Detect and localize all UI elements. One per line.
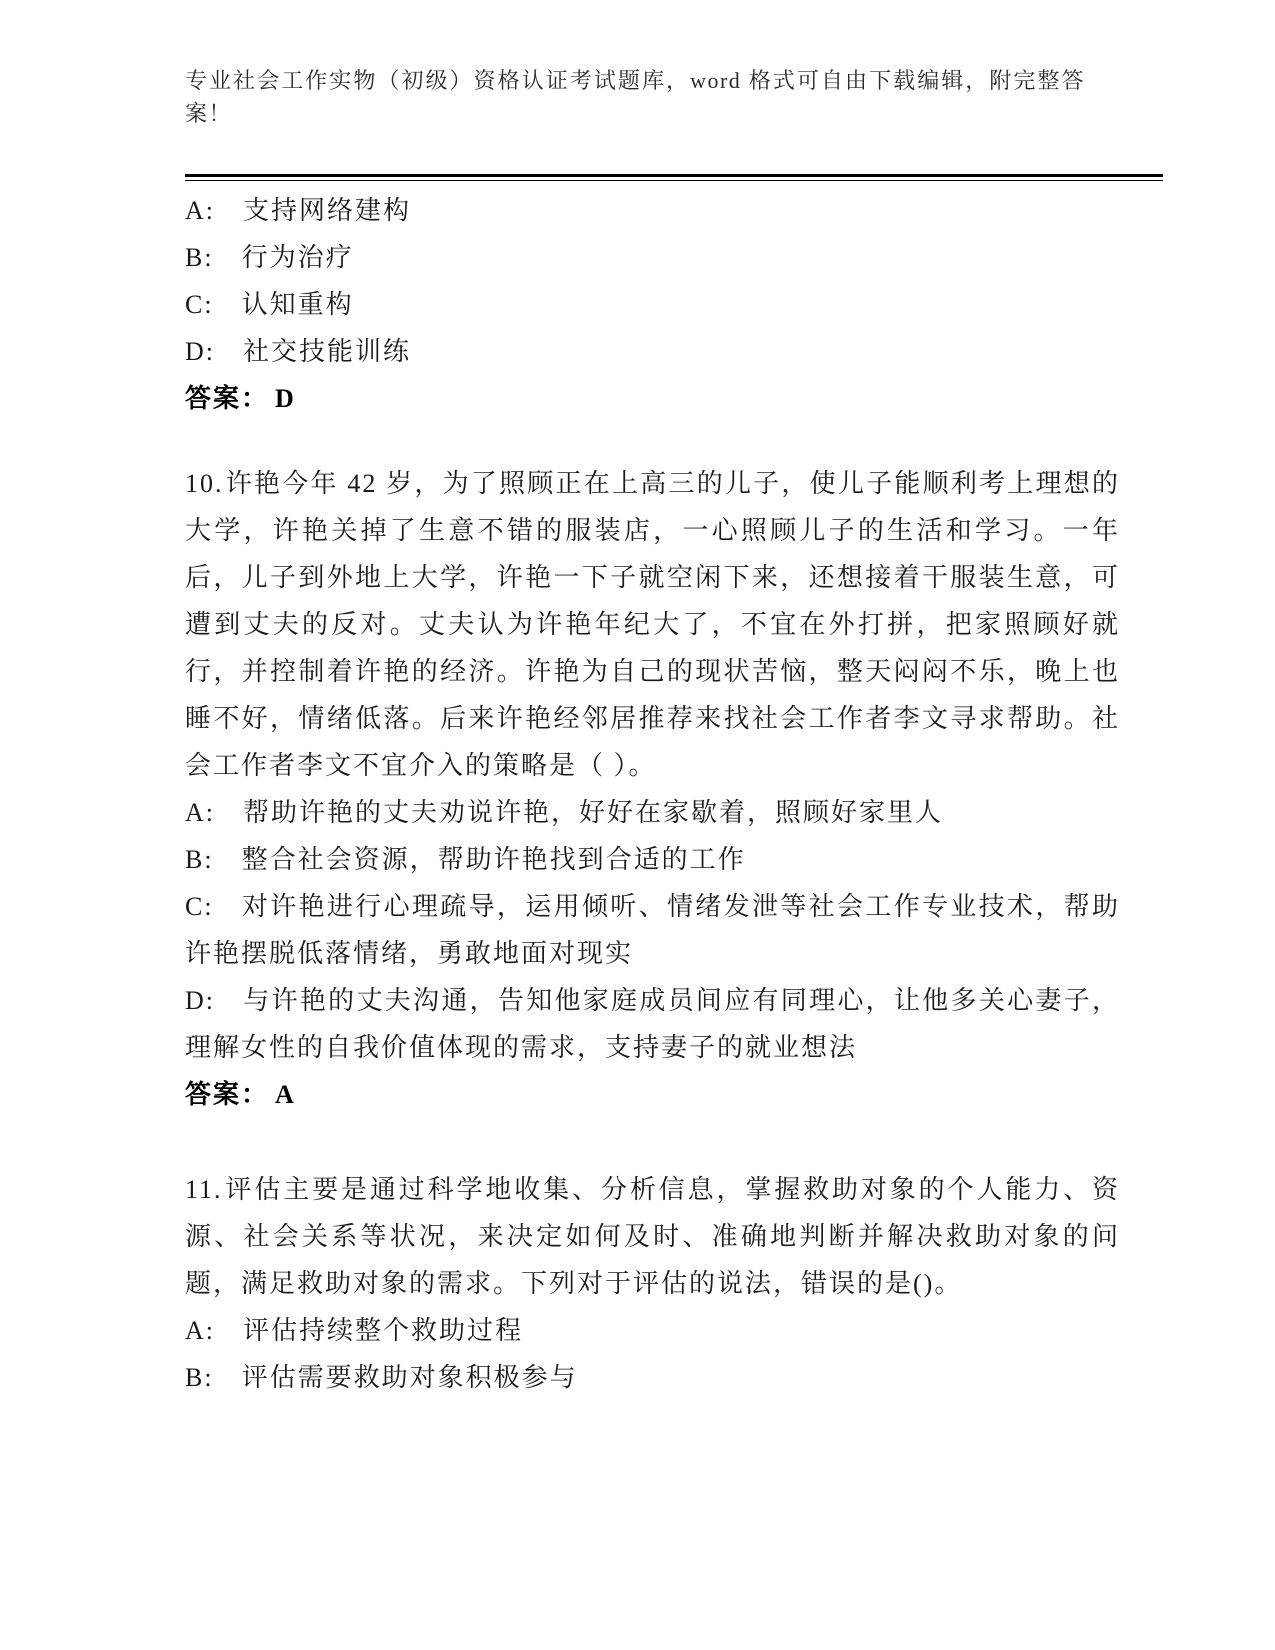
question-body: 评估主要是通过科学地收集、分析信息，掌握救助对象的个人能力、资源、社会关系等状况，来决定如何及时、准确地判断并解决救助对象的问题，满足救助对象的需求。下列对于评估的说法，错误的是()。	[185, 1175, 1120, 1298]
option-text: 认知重构	[241, 290, 354, 319]
question10-text	[185, 460, 1120, 789]
answer-label: 答案：	[185, 1080, 270, 1109]
question-body: 许艳今年 42 岁，为了照顾正在上高三的儿子，使儿子能顺利考上理想的大学，许艳关掉了生意不错的服装店，一心照顾儿子的生活和学习。一年后，儿子到外地上大学，许艳一下子就空闲下来，还想接着干服装生意，可遭到丈夫的反对。丈夫认为许艳年纪大了，不宜在外打拼，把家照顾好就行，并控制着许艳的经济。许艳为自己的现状苦恼，整天闷闷不乐，晚上也睡不好，情绪低落。后来许艳经邻居推荐来找社会工作者李文寻求帮助。社会工作者李文不宜介入的策略是（ ）。	[185, 469, 1120, 780]
option-text: 帮助许艳的丈夫劝说许艳，好好在家歇着，照顾好家里人	[243, 798, 944, 827]
question11-text	[185, 1166, 1120, 1307]
page-header-text: 专业社会工作实物（初级）资格认证考试题库，word 格式可自由下载编辑，附完整答案！	[185, 68, 1085, 126]
option-label: C:	[185, 290, 214, 319]
question11-options	[185, 1307, 1120, 1401]
option-row	[185, 328, 1120, 375]
option-row	[185, 789, 1120, 836]
option-text: 行为治疗	[241, 243, 354, 272]
document-body	[185, 187, 1120, 1401]
option-row	[185, 187, 1120, 234]
option-label: B:	[185, 243, 214, 272]
option-text: 评估需要救助对象积极参与	[241, 1363, 578, 1392]
option-row	[185, 234, 1120, 281]
option-row	[185, 977, 1120, 1071]
option-label: B:	[185, 1363, 214, 1392]
question-number: 10.	[185, 469, 224, 498]
answer-value: A	[275, 1080, 296, 1109]
option-row	[185, 281, 1120, 328]
option-label: A:	[185, 1316, 215, 1345]
option-text: 支持网络建构	[243, 196, 412, 225]
option-label: B:	[185, 845, 214, 874]
option-row	[185, 883, 1120, 977]
option-row	[185, 1307, 1120, 1354]
question9-answer	[185, 375, 1120, 422]
option-text: 评估持续整个救助过程	[243, 1316, 524, 1345]
option-text: 与许艳的丈夫沟通，告知他家庭成员间应有同理心，让他多关心妻子，理解女性的自我价值体现的需求，支持妻子的就业想法	[185, 986, 1120, 1062]
option-row	[185, 836, 1120, 883]
header-rule	[185, 174, 1163, 181]
option-text: 社交技能训练	[243, 337, 412, 366]
question9-options	[185, 187, 1120, 375]
option-label: C:	[185, 892, 214, 921]
answer-label: 答案：	[185, 384, 270, 413]
option-label: A:	[185, 196, 215, 225]
question10-answer	[185, 1071, 1120, 1118]
question10-options	[185, 789, 1120, 1071]
option-label: D:	[185, 337, 215, 366]
option-text: 整合社会资源，帮助许艳找到合适的工作	[241, 845, 746, 874]
option-row	[185, 1354, 1120, 1401]
answer-value: D	[275, 384, 296, 413]
option-text: 对许艳进行心理疏导，运用倾听、情绪发泄等社会工作专业技术，帮助许艳摆脱低落情绪，勇敢地面对现实	[185, 892, 1120, 968]
option-label: A:	[185, 798, 215, 827]
question-number: 11.	[185, 1175, 223, 1204]
option-label: D:	[185, 986, 215, 1015]
